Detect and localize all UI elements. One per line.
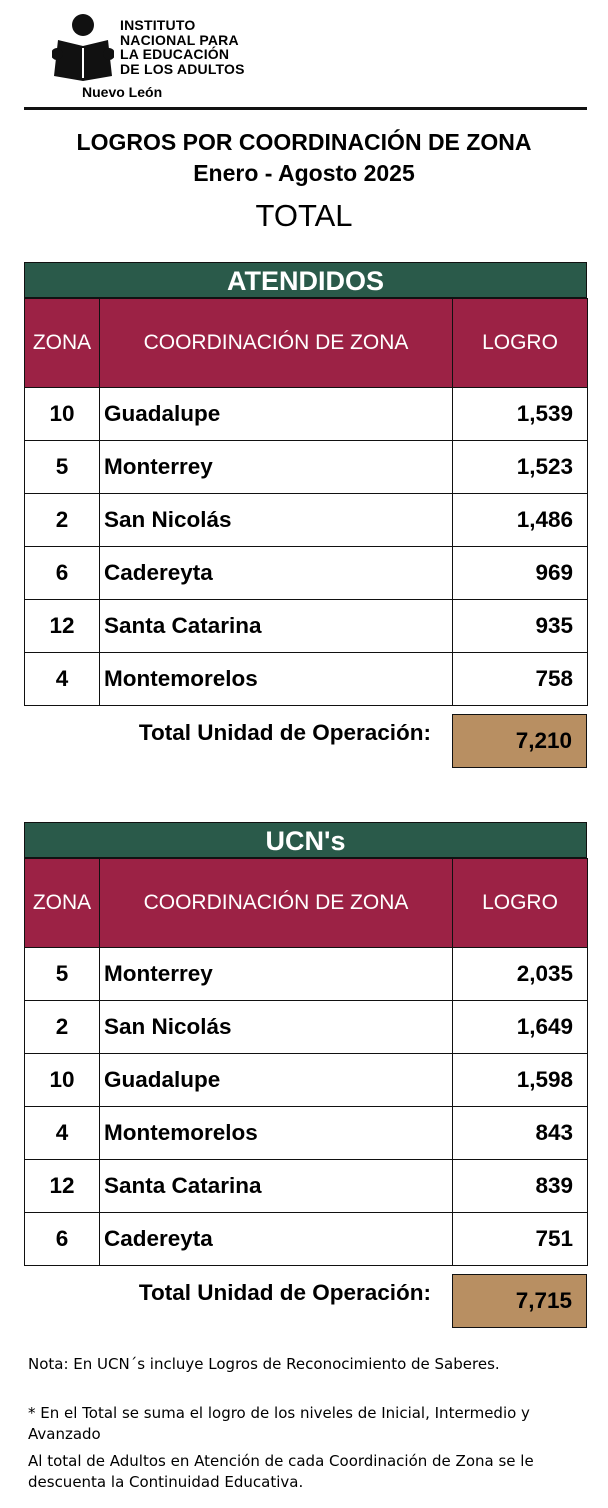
zona-cell: 12 bbox=[25, 600, 100, 653]
header-divider bbox=[24, 107, 587, 110]
coordinacion-cell: Santa Catarina bbox=[100, 1160, 453, 1213]
ucns-table bbox=[24, 858, 588, 1266]
organization-name: INSTITUTO NACIONAL PARA LA EDUCACIÓN DE LOS ADULTOS bbox=[120, 17, 245, 77]
coordinacion-cell: Cadereyta bbox=[100, 1213, 453, 1266]
table-row bbox=[25, 1001, 588, 1054]
logro-cell: 969 bbox=[453, 547, 588, 600]
column-header-zona: ZONA bbox=[25, 859, 100, 948]
coordinacion-cell: San Nicolás bbox=[100, 1001, 453, 1054]
atendidos-table bbox=[24, 298, 588, 706]
logro-cell: 2,035 bbox=[453, 948, 588, 1001]
column-header-logro: LOGRO bbox=[453, 859, 588, 948]
table-row bbox=[25, 1213, 588, 1266]
logro-cell: 758 bbox=[453, 653, 588, 706]
coordinacion-cell: Guadalupe bbox=[100, 1054, 453, 1107]
logro-cell: 843 bbox=[453, 1107, 588, 1160]
zona-cell: 5 bbox=[25, 441, 100, 494]
zona-cell: 2 bbox=[25, 1001, 100, 1054]
coordinacion-cell: Santa Catarina bbox=[100, 600, 453, 653]
zona-cell: 5 bbox=[25, 948, 100, 1001]
table-row bbox=[25, 388, 588, 441]
report-scope: TOTAL bbox=[255, 198, 353, 233]
total-row bbox=[24, 1266, 587, 1330]
total-label: Total Unidad de Operación: bbox=[138, 1280, 431, 1305]
note-continuidad: Al total de Adultos en Atención de cada Coordinación de Zona se le descuenta la Continuidad Educativa. bbox=[28, 1452, 534, 1491]
logro-cell: 839 bbox=[453, 1160, 588, 1213]
coordinacion-cell: Montemorelos bbox=[100, 653, 453, 706]
note-total-levels: * En el Total se suma el logro de los niveles de Inicial, Intermedio y Avanzado bbox=[28, 1404, 530, 1443]
table-row bbox=[25, 948, 588, 1001]
coordinacion-cell: Montemorelos bbox=[100, 1107, 453, 1160]
zona-cell: 4 bbox=[25, 1107, 100, 1160]
coordinacion-cell: Monterrey bbox=[100, 948, 453, 1001]
table-row bbox=[25, 600, 588, 653]
total-value: 7,210 bbox=[452, 714, 587, 768]
column-header-coordinacion: COORDINACIÓN DE ZONA bbox=[100, 299, 453, 388]
zona-cell: 10 bbox=[25, 388, 100, 441]
section-title: ATENDIDOS bbox=[24, 262, 587, 298]
logro-cell: 1,523 bbox=[453, 441, 588, 494]
zona-cell: 6 bbox=[25, 547, 100, 600]
total-value: 7,715 bbox=[452, 1274, 587, 1328]
logro-cell: 1,486 bbox=[453, 494, 588, 547]
section-title: UCN's bbox=[24, 822, 587, 858]
column-header-zona: ZONA bbox=[25, 299, 100, 388]
note-ucn: Nota: En UCN´s incluye Logros de Reconocimiento de Saberes. bbox=[28, 1355, 500, 1373]
atendidos-section bbox=[24, 262, 587, 770]
table-header-row bbox=[25, 859, 588, 948]
column-header-coordinacion: COORDINACIÓN DE ZONA bbox=[100, 859, 453, 948]
coordinacion-cell: San Nicolás bbox=[100, 494, 453, 547]
table-header-row bbox=[25, 299, 588, 388]
table-row bbox=[25, 1054, 588, 1107]
table-row bbox=[25, 1107, 588, 1160]
table-row bbox=[25, 1160, 588, 1213]
table-row bbox=[25, 441, 588, 494]
table-row bbox=[25, 494, 588, 547]
column-header-logro: LOGRO bbox=[453, 299, 588, 388]
report-title: LOGROS POR COORDINACIÓN DE ZONA bbox=[76, 129, 532, 155]
coordinacion-cell: Cadereyta bbox=[100, 547, 453, 600]
logro-cell: 751 bbox=[453, 1213, 588, 1266]
coordinacion-cell: Guadalupe bbox=[100, 388, 453, 441]
ucns-section bbox=[24, 822, 587, 1330]
total-row bbox=[24, 706, 587, 770]
zona-cell: 2 bbox=[25, 494, 100, 547]
table-row bbox=[25, 653, 588, 706]
coordinacion-cell: Monterrey bbox=[100, 441, 453, 494]
logro-cell: 1,649 bbox=[453, 1001, 588, 1054]
inea-logo bbox=[52, 14, 292, 102]
logro-cell: 935 bbox=[453, 600, 588, 653]
total-label: Total Unidad de Operación: bbox=[138, 720, 431, 745]
reading-person-icon bbox=[52, 14, 114, 82]
table-row bbox=[25, 547, 588, 600]
zona-cell: 4 bbox=[25, 653, 100, 706]
zona-cell: 10 bbox=[25, 1054, 100, 1107]
zona-cell: 12 bbox=[25, 1160, 100, 1213]
zona-cell: 6 bbox=[25, 1213, 100, 1266]
logro-cell: 1,598 bbox=[453, 1054, 588, 1107]
report-period: Enero - Agosto 2025 bbox=[193, 160, 415, 186]
logro-cell: 1,539 bbox=[453, 388, 588, 441]
state-name: Nuevo León bbox=[82, 84, 163, 100]
